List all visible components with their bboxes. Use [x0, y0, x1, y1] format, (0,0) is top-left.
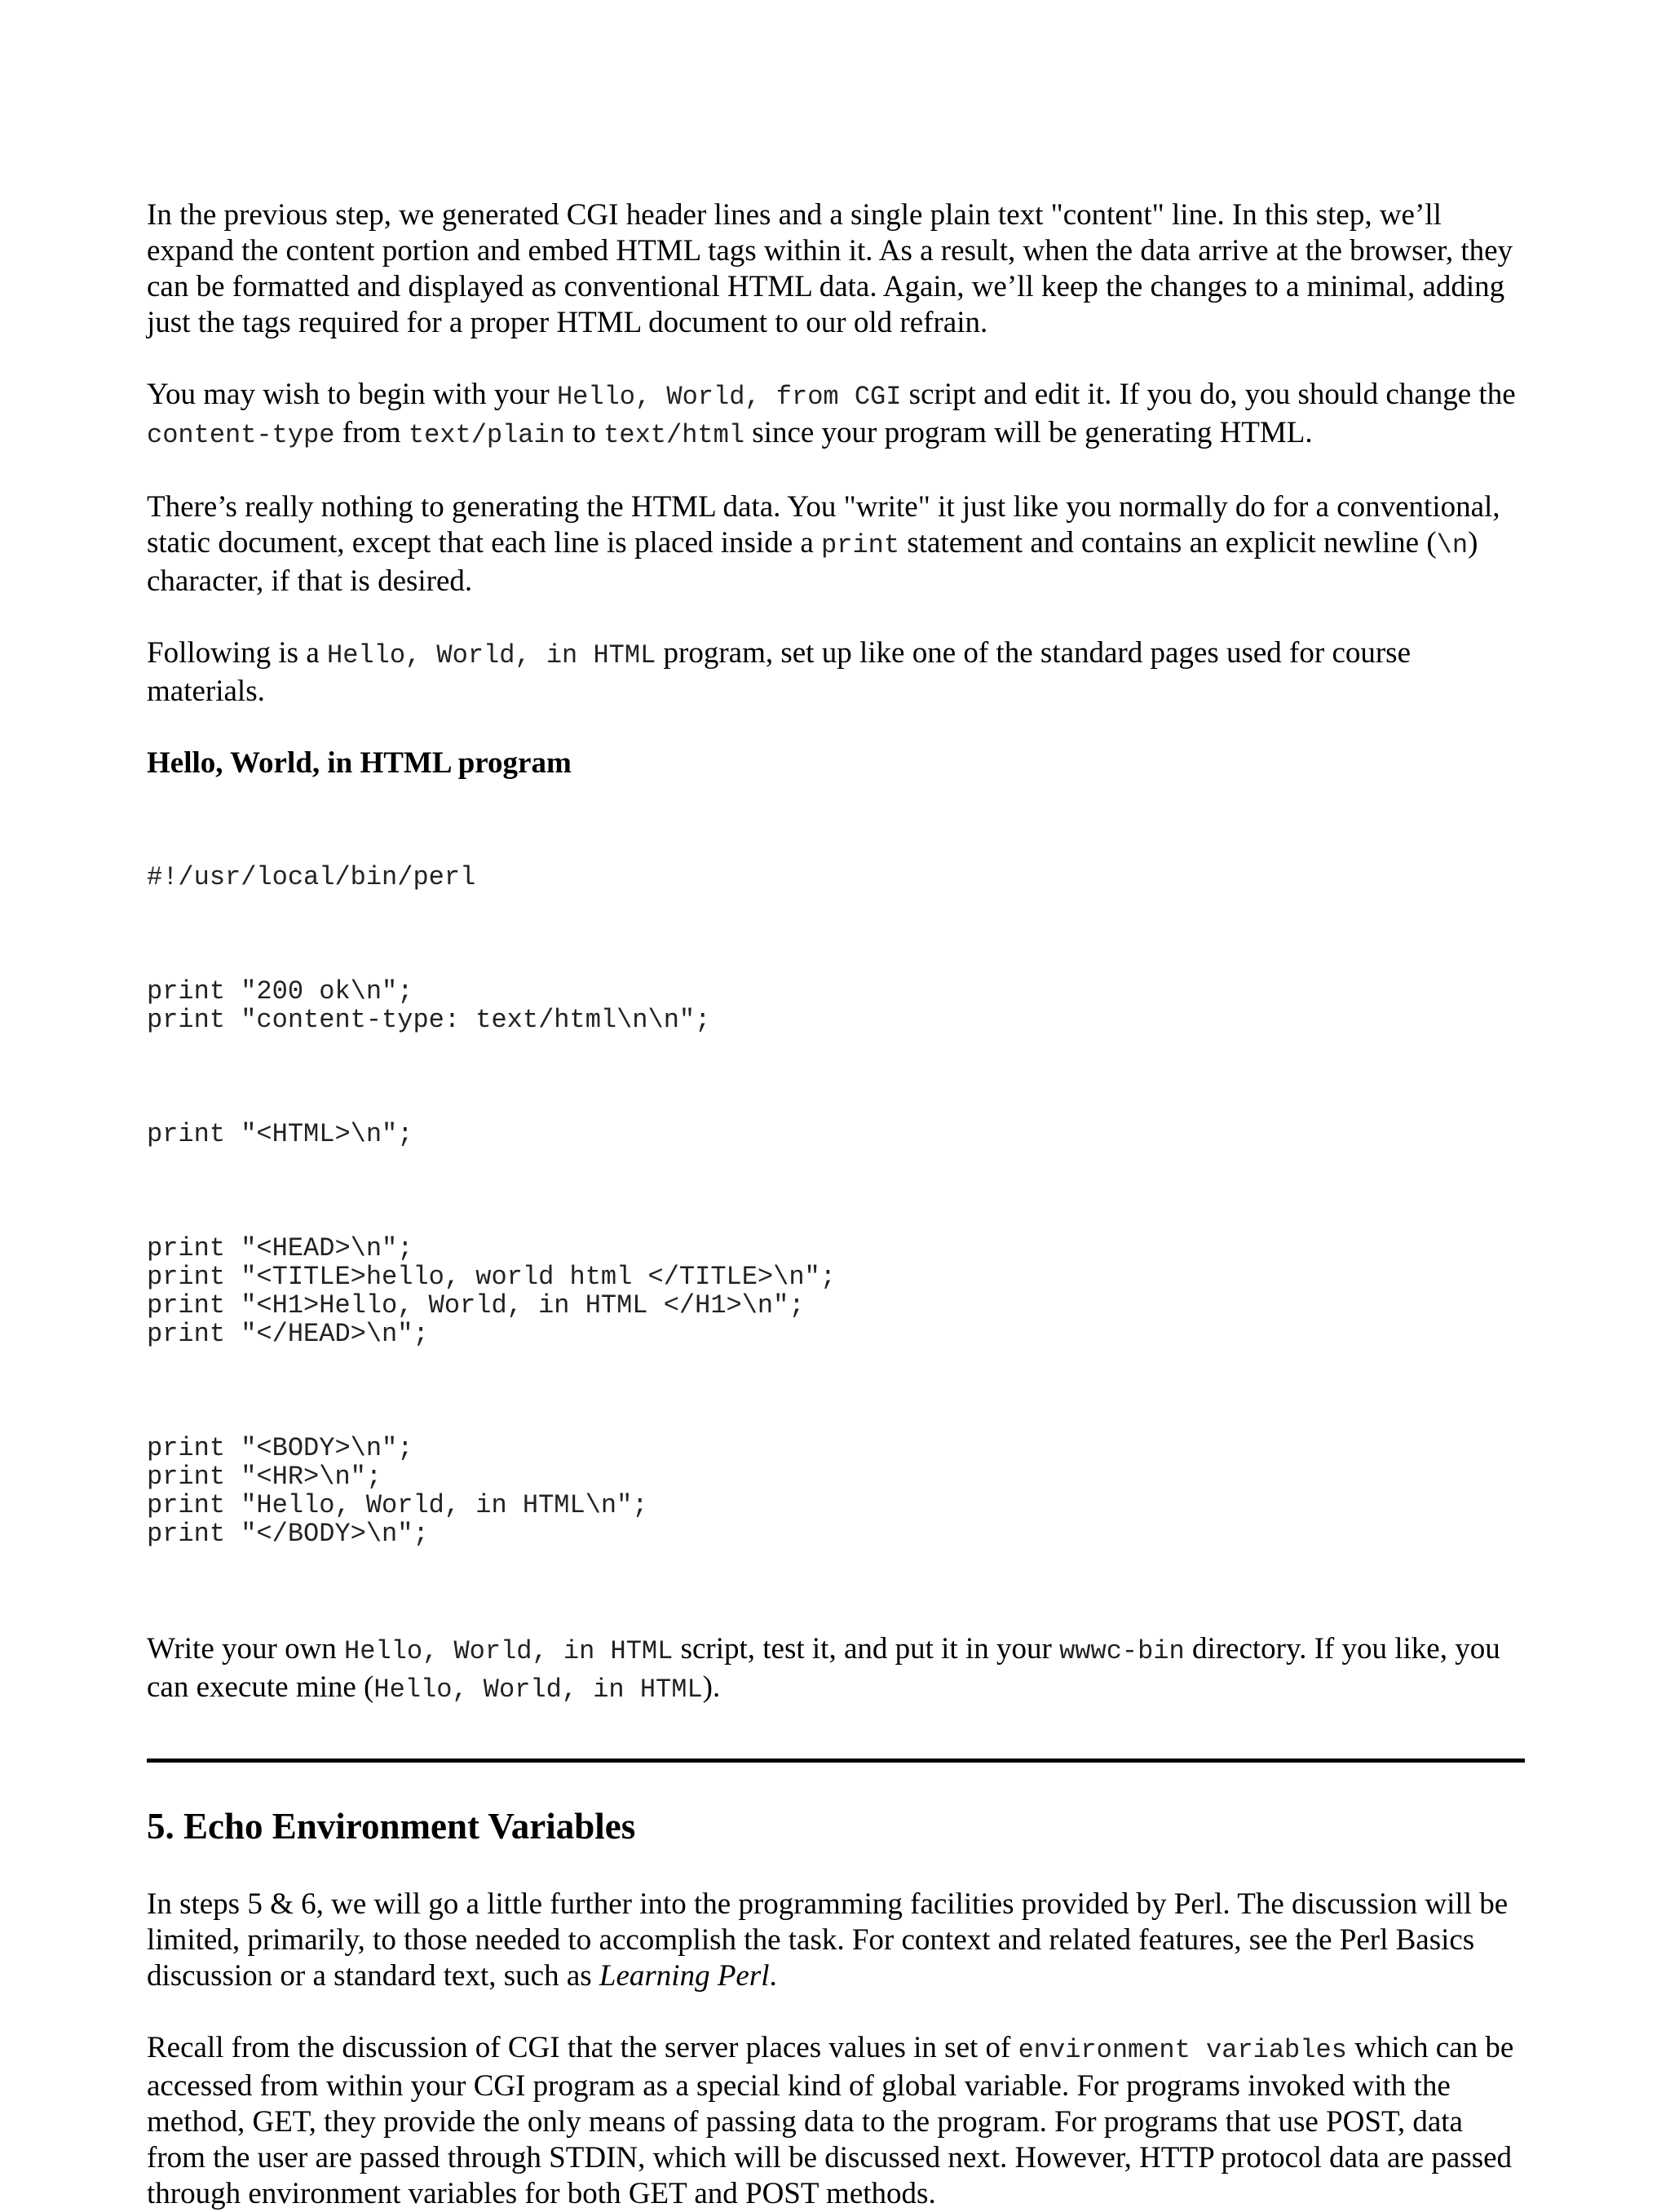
- inline-code-content-type: content-type: [147, 420, 335, 450]
- text-span: script and edit it. If you do, you should change the: [901, 378, 1516, 411]
- intro-paragraph-1: In the previous step, we generated CGI header lines and a single plain text "content" line. In this step, we’ll expand the content portion and embed HTML tags within it. As a result, when the data arrive at the browser, they can be formatted and displayed as conventional HTML data. Again, we’ll keep the changes to a minimal, adding just the tags required for a proper HTML document to our old refrain.: [147, 198, 1513, 339]
- section5-paragraph-2: [147, 2030, 1525, 2212]
- section-divider: [147, 1759, 1525, 1763]
- code-line: print "content-type: text/html\n\n";: [147, 1005, 711, 1035]
- inline-code-program-name: Hello, World, in HTML: [344, 1636, 674, 1666]
- inline-code-env-vars: environment variables: [1018, 2035, 1347, 2065]
- text-span: directory. If you like, you can execute mine (: [147, 1632, 1500, 1704]
- text-span: from: [334, 416, 409, 449]
- code-group-shebang: [147, 863, 1525, 891]
- text-span: Write your own: [147, 1632, 345, 1666]
- inline-code-print: print: [821, 530, 900, 560]
- intro-paragraph-2: [147, 377, 1525, 453]
- text-span: There’s really nothing to generating the HTML data. You "write" it just like you normally do for a conventional, static document, except that each line is placed inside a: [147, 490, 1500, 560]
- code-line: print "<HTML>\n";: [147, 1119, 413, 1149]
- code-line: print "</BODY>\n";: [147, 1519, 429, 1549]
- text-span: ) character, if that is desired.: [147, 526, 1478, 598]
- text-span: Following is a: [147, 636, 327, 670]
- code-line: print "Hello, World, in HTML\n";: [147, 1490, 648, 1520]
- code-line: print "<HR>\n";: [147, 1462, 382, 1492]
- text-span: You may wish to begin with your: [147, 378, 557, 411]
- code-line: print "<H1>Hello, World, in HTML </H1>\n";: [147, 1290, 805, 1321]
- program-heading: Hello, World, in HTML program: [147, 746, 572, 780]
- book-title: Learning Perl: [599, 1959, 770, 1993]
- inline-code-directory: wwwc-bin: [1059, 1636, 1185, 1666]
- text-span: since your program will be generating HTML.: [744, 416, 1313, 449]
- text-span: In steps 5 & 6, we will go a little further into the programming facilities provided by Perl. The discussion will be limited, primarily, to those needed to accomplish the task. For context and related features, see the Perl Basics discussion or a standard text, such as: [147, 1887, 1509, 1993]
- code-line: print "<HEAD>\n";: [147, 1233, 413, 1263]
- code-line: print "</HEAD>\n";: [147, 1319, 429, 1349]
- document-page: [147, 197, 1525, 2212]
- code-group-headers: [147, 977, 1525, 1034]
- inline-code-script-name: Hello, World, from CGI: [556, 382, 902, 412]
- text-span: statement and contains an explicit newline (: [899, 526, 1437, 560]
- intro-paragraph-3: [147, 489, 1525, 599]
- text-span: which can be accessed from within your CGI program as a special kind of global variable. For programs invoked with the method, GET, they provide the only means of passing data to the program. For programs that use POST, data from the user are passed through STDIN, which will be discussed next. However, HTTP protocol data are passed through environment variables for both GET and POST methods.: [147, 2031, 1514, 2210]
- text-span: ).: [702, 1670, 721, 1704]
- code-line: print "<BODY>\n";: [147, 1433, 413, 1463]
- outro-paragraph: [147, 1631, 1525, 1708]
- code-line: print "200 ok\n";: [147, 976, 413, 1006]
- execute-link[interactable]: Hello, World, in HTML: [373, 1674, 703, 1705]
- inline-code-program-name: Hello, World, in HTML: [327, 640, 656, 670]
- text-span: program, set up like one of the standard pages used for course materials.: [147, 636, 1412, 708]
- code-group-head: [147, 1234, 1525, 1348]
- intro-paragraph-4: [147, 635, 1525, 710]
- text-span: .: [769, 1959, 777, 1993]
- text-span: to: [564, 416, 604, 449]
- section-title: 5. Echo Environment Variables: [147, 1806, 636, 1847]
- perl-code-listing: [147, 806, 1525, 1605]
- section5-paragraph-1: [147, 1887, 1525, 1994]
- code-group-html-open: [147, 1120, 1525, 1148]
- inline-code-text-html: text/html: [603, 420, 745, 450]
- inline-code-newline: \n: [1436, 530, 1469, 560]
- code-line: print "<TITLE>hello, world html </TITLE>\n";: [147, 1262, 836, 1292]
- text-span: Recall from the discussion of CGI that the server places values in set of: [147, 2031, 1018, 2064]
- code-group-body: [147, 1434, 1525, 1548]
- code-line: #!/usr/local/bin/perl: [147, 862, 476, 892]
- text-span: script, test it, and put it in your: [673, 1632, 1060, 1666]
- inline-code-text-plain: text/plain: [408, 420, 565, 450]
